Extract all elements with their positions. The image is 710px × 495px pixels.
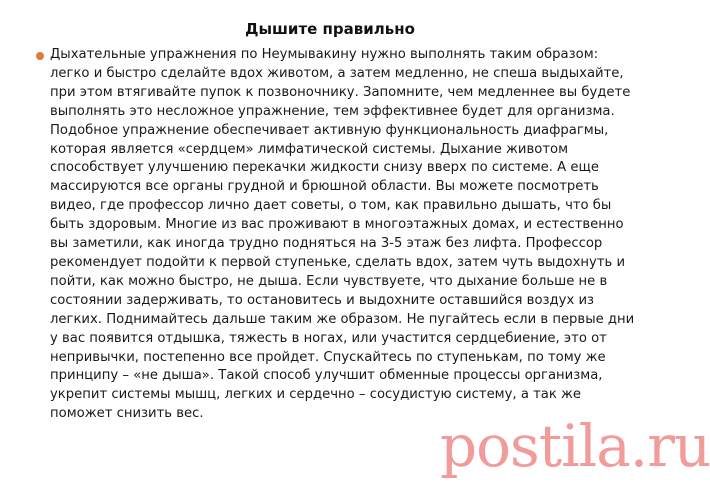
slide-content [36,46,636,424]
watermark-logo: postila.ru [440,412,710,480]
body-paragraph: Дыхательные упражнения по Неумывакину нужно выполнять таким образом: легко и быстро сделайте вдох животом, а затем медленно, не спеша выдыхайте, при этом втягивайте пупок к позвоночнику. Запомните, чем медленнее вы будете выполнять это несложное упражнение, тем эффективнее будет для организма. Подобное упражнение обеспечивает активную функциональность диафрагмы, которая является «сердцем» лимфатической системы. Дыхание животом способствует улучшению перекачки жидкости снизу вверх по системе. А еще массируются все органы грудной и брюшной области. Вы можете посмотреть видео, где профессор лично дает советы, о том, как правильно дышать, что бы быть здоровым. Многие из вас проживают в многоэтажных домах, и естественно вы заметили, как иногда трудно подняться на 3-5 этаж без лифта. Профессор рекомендует подойти к первой ступеньке, сделать вдох, затем чуть выдохнуть и пойти, как можно быстро, не дыша. Если чувствуете, что дыхание больше не в состоянии задерживать, то остановитесь и выдохните оставшийся воздух из легких. Поднимайтесь дальше таким же образом. Не пугайтесь если в первые дни у вас появится отдышка, тяжесть в ногах, или участится сердцебиение, это от непривычки, постепенно все пройдет. Спускайтесь по ступенькам, по тому же принципу – «не дыша». Такой способ улучшит обменные процессы организма, укрепит системы мышц, легких и сердечно – сосудистую систему, а так же поможет снизить вес. [50,47,635,422]
bullet-icon [36,52,44,60]
slide-title: Дышите правильно [245,20,415,38]
